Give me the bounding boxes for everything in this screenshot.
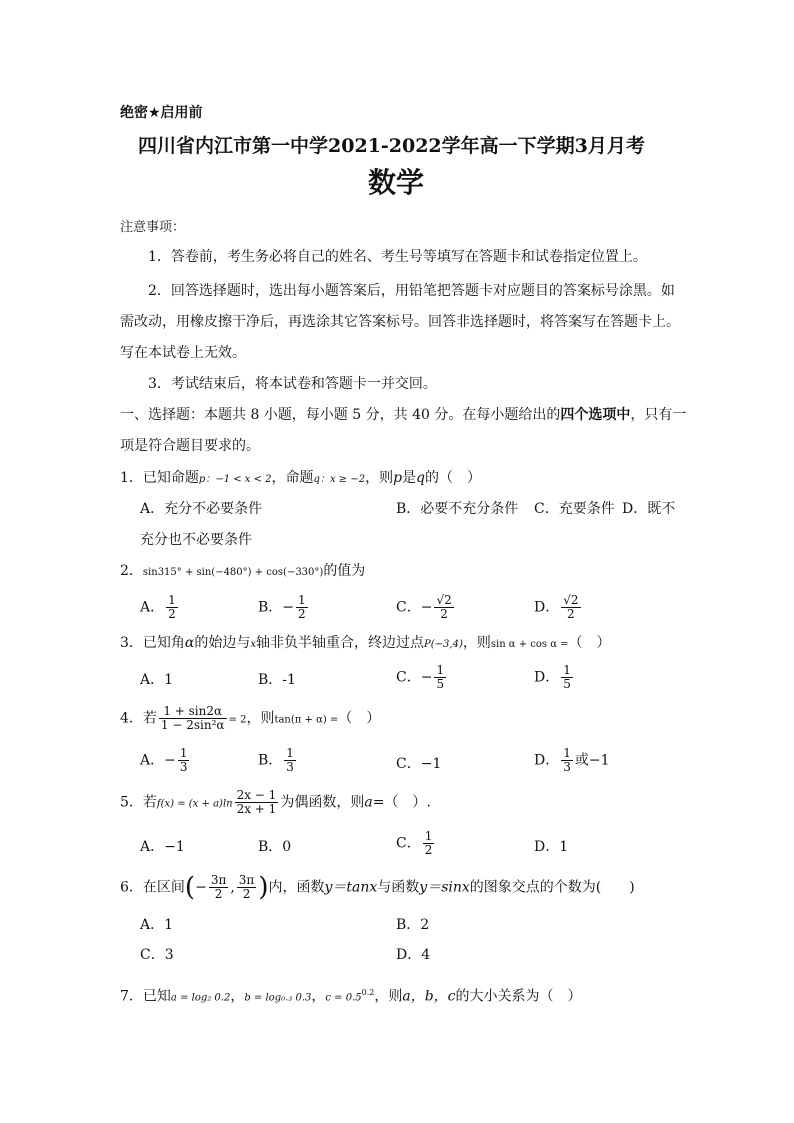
- note-2-line-1: 2．回答选择题时，选出每小题答案后，用铅笔把答题卡对应题目的答案标号涂黑。如: [148, 283, 675, 299]
- q6-right-fraction: [237, 874, 257, 901]
- q2-c-den: 2: [440, 607, 448, 621]
- section-text-tail: ，只有一: [630, 407, 687, 423]
- q5-option-c[interactable]: [396, 830, 436, 857]
- q1-option-b[interactable]: B．必要不充分条件: [396, 501, 519, 517]
- q6-left-den: 2: [214, 887, 223, 901]
- question-7: [120, 984, 582, 1008]
- q2-number: 2．: [120, 563, 143, 579]
- q6-text-3: 与函数: [377, 879, 420, 896]
- q4-b-num: 1: [286, 746, 294, 760]
- q2-c-num: √2: [436, 593, 452, 607]
- note-1: 1．答卷前，考生务必将自己的姓名、考生号等填写在答题卡和试卷指定位置上。: [148, 249, 647, 265]
- q4-b-label: B．: [258, 752, 283, 769]
- q5-c-num: 1: [424, 829, 433, 843]
- note-3: 3．考试结束后，将本试卷和答题卡一并交回。: [148, 376, 437, 392]
- q5-c-label: C．: [396, 835, 421, 852]
- q6-option-c[interactable]: C．3: [140, 947, 174, 963]
- q3-d-den: 5: [563, 677, 571, 691]
- q4-equals: = 2: [228, 714, 247, 726]
- q1-proposition-p: p：−1 < x < 2: [198, 474, 272, 485]
- q3-expression: sin α + cos α =: [490, 639, 569, 650]
- q2-option-d[interactable]: [534, 594, 583, 621]
- q5-expression: f(x) = (x + a)ln: [156, 798, 233, 810]
- q1-option-a[interactable]: A．充分不必要条件: [140, 501, 263, 517]
- q1-option-d-continued: 充分也不必要条件: [140, 532, 252, 548]
- q3-option-c[interactable]: [396, 664, 448, 691]
- q6-option-d[interactable]: D．4: [396, 947, 431, 963]
- q6-right-num: 3π: [238, 873, 255, 887]
- q4-a-den: 3: [179, 760, 188, 774]
- note-2-line-2: 需改动，用橡皮擦干净后，再选涂其它答案标号。回答非选择题时，将答案写在答题卡上。: [120, 314, 680, 330]
- q3-option-a[interactable]: A．1: [140, 672, 174, 688]
- q5-fraction-den: 2x + 1: [236, 802, 277, 816]
- q2-option-c[interactable]: [396, 594, 456, 621]
- q4-a-num: 1: [179, 746, 188, 760]
- q7-vars: a，b，c: [402, 988, 456, 1005]
- q4-text-3: （ ）: [338, 710, 381, 727]
- q5-var-a: a: [364, 794, 373, 811]
- q3-d-num: 1: [563, 663, 571, 677]
- q2-option-b[interactable]: [258, 594, 310, 621]
- subject-title: 数学: [368, 166, 425, 199]
- q3-text-2: 的始边与: [194, 635, 251, 651]
- q4-a-fraction: [178, 747, 190, 774]
- q5-fraction: [235, 789, 279, 816]
- q1-var-p: p: [393, 470, 403, 486]
- q2-b-num: 1: [298, 593, 306, 607]
- q6-text-4: 的图象交点的个数为( ): [469, 879, 635, 896]
- notes-heading: 注意事项：: [120, 220, 186, 235]
- q7-expr-c: c = 0.5: [325, 992, 362, 1004]
- q3-c-num: 1: [436, 663, 445, 677]
- q2-a-label: A．: [140, 599, 165, 616]
- q4-b-fraction: [284, 747, 296, 774]
- q2-b-den: 2: [298, 607, 306, 621]
- q7-expr-b: b = log₀.₃ 0.3: [244, 992, 312, 1004]
- confidential-label: 绝密★启用前: [120, 105, 203, 121]
- section-heading-line-1: [120, 406, 686, 424]
- q5-option-b[interactable]: B．0: [258, 839, 292, 855]
- q4-d-fraction: [561, 747, 573, 774]
- section-text: 本题共 8 小题，每小题 5 分，共 40 分。在每小题给出的: [204, 407, 561, 423]
- q6-right-den: 2: [242, 887, 251, 901]
- q6-right-paren: ): [258, 872, 269, 903]
- q3-text-1: 已知角: [142, 635, 185, 651]
- q5-c-fraction: [423, 830, 435, 857]
- question-6: 6．在区间(− $\frac{3\pi}{2}$ , $\frac{3\pi}{2}$ )内，函数y＝tanx与函数y＝sinx的图象交点的个数为( ): [120, 872, 635, 903]
- q3-x: x: [250, 639, 257, 650]
- q4-fraction-den: 1 − 2sin²α: [160, 718, 225, 732]
- q6-func-sin: y＝sinx: [419, 879, 470, 896]
- q2-option-a[interactable]: [140, 594, 180, 621]
- q3-option-d[interactable]: [534, 664, 575, 691]
- q6-left-paren: (: [184, 872, 196, 903]
- q5-option-a[interactable]: A．−1: [140, 839, 185, 855]
- q4-d-num: 1: [563, 746, 571, 760]
- q4-b-den: 3: [286, 760, 294, 774]
- q6-func-tan: y＝tanx: [324, 879, 378, 896]
- q5-number: 5．: [120, 794, 143, 811]
- q7-expr-a: a = log₂ 0.2: [170, 992, 231, 1004]
- q3-alpha: α: [184, 635, 195, 651]
- question-4: [120, 705, 380, 732]
- q6-left-num: 3π: [210, 873, 227, 887]
- q1-proposition-q: q：x ≥ −2: [313, 474, 366, 485]
- q2-d-num: √2: [563, 593, 579, 607]
- q1-text-2: ，命题: [271, 470, 314, 486]
- q7-text-3: 的大小关系为（ ）: [455, 988, 582, 1005]
- q2-b-fraction: [296, 594, 308, 621]
- q1-text-4: 是: [402, 470, 417, 486]
- q4-option-a[interactable]: [140, 747, 191, 774]
- q6-left-fraction: [209, 874, 229, 901]
- q2-b-label: B．−: [258, 599, 295, 616]
- q6-minus: −: [195, 879, 207, 896]
- question-2: [120, 562, 365, 582]
- q7-sep-2: ，: [311, 988, 326, 1005]
- section-lead: 一、选择题：: [120, 407, 204, 423]
- q3-d-fraction: [561, 664, 573, 691]
- q2-text: 的值为: [323, 563, 366, 579]
- q6-option-a[interactable]: A．1: [140, 917, 174, 933]
- q2-a-fraction: [166, 594, 178, 621]
- q6-number: 6．: [120, 879, 143, 896]
- q3-text-4: ，则: [462, 635, 491, 651]
- q2-a-num: 1: [168, 593, 176, 607]
- q4-option-b[interactable]: [258, 747, 298, 774]
- q4-d-label: D．: [534, 752, 560, 769]
- q2-a-den: 2: [168, 607, 176, 621]
- q4-d-tail: 或−1: [574, 752, 610, 769]
- q1-var-q: q: [416, 470, 426, 486]
- q5-text-1: 若: [142, 794, 157, 811]
- q1-option-d[interactable]: D．既不: [622, 501, 676, 517]
- q5-c-den: 2: [424, 843, 433, 857]
- q1-number: 1．: [120, 470, 143, 486]
- q7-sep-1: ，: [230, 988, 245, 1005]
- q4-option-d[interactable]: [534, 747, 610, 774]
- q3-number: 3．: [120, 635, 143, 651]
- q4-expression: tan(π + α) =: [274, 714, 339, 726]
- q6-text-2: 内，函数: [268, 879, 325, 896]
- q3-c-den: 5: [436, 677, 445, 691]
- section-emphasis: 四个选项中: [560, 407, 631, 423]
- q7-number: 7．: [120, 988, 143, 1005]
- q2-c-fraction: [434, 594, 453, 621]
- q7-expr-c-exponent: 0.2: [361, 988, 375, 997]
- q1-text-5: 的（ ）: [425, 470, 482, 486]
- q4-number: 4．: [120, 710, 143, 727]
- q3-d-label: D．: [534, 669, 560, 686]
- q3-text-3: 轴非负半轴重合，终边过点: [256, 635, 425, 651]
- q4-text-1: 若: [142, 710, 157, 727]
- q6-text-1: 在区间: [142, 879, 185, 896]
- q3-text-5: （ ）: [568, 635, 611, 651]
- q1-text-3: ，则: [365, 470, 394, 486]
- exam-title: 四川省内江市第一中学2021-2022学年高一下学期3月月考: [138, 135, 645, 157]
- q5-option-d[interactable]: D．1: [534, 839, 569, 855]
- q5-text-3: =（ ）.: [372, 794, 431, 811]
- q7-text-1: 已知: [142, 988, 171, 1005]
- q2-d-fraction: [561, 594, 580, 621]
- q6-option-b[interactable]: B．2: [396, 917, 430, 933]
- q4-a-label: A．−: [140, 752, 176, 769]
- q2-c-label: C．−: [396, 599, 433, 616]
- q3-c-label: C．−: [396, 669, 433, 686]
- q2-d-label: D．: [534, 599, 560, 616]
- q2-expression: sin315° + sin(−480°) + cos(−330°): [142, 567, 324, 578]
- question-5: [120, 789, 431, 816]
- q4-fraction-num: 1 + sin2α: [159, 705, 227, 719]
- q1-text: 已知命题: [142, 470, 199, 486]
- q4-text-2: ，则: [246, 710, 275, 727]
- question-3: [120, 634, 611, 654]
- q5-text-2: 为偶函数，则: [280, 794, 365, 811]
- note-2-line-3: 写在本试卷上无效。: [120, 345, 246, 361]
- section-heading-line-2: 项是符合题目要求的。: [120, 438, 260, 454]
- q4-option-c[interactable]: C．−1: [396, 756, 442, 772]
- q1-option-c[interactable]: C．充要条件: [534, 501, 615, 517]
- question-1: [120, 469, 481, 489]
- q3-option-b[interactable]: B．-1: [258, 672, 296, 688]
- q2-d-den: 2: [567, 607, 575, 621]
- q5-fraction-num: 2x − 1: [236, 788, 277, 802]
- q4-d-den: 3: [563, 760, 571, 774]
- q7-text-2: ，则: [374, 988, 403, 1005]
- q3-c-fraction: [434, 664, 446, 691]
- q4-fraction: [159, 705, 227, 732]
- q3-point: P(−3,4): [424, 639, 463, 650]
